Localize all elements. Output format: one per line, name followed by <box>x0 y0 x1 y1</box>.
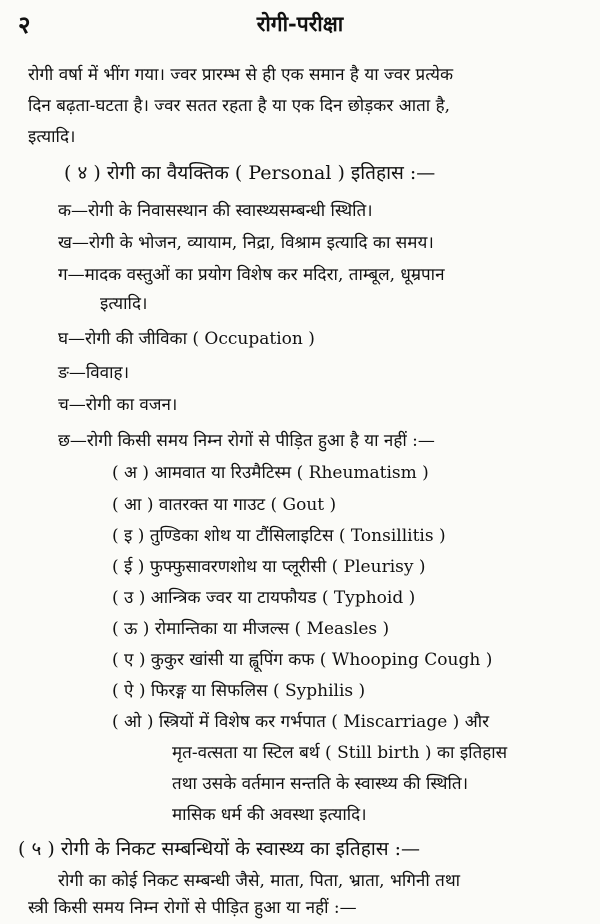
disease-item: ( आ ) वातरक्त या गाउट ( Gout ) <box>112 495 337 515</box>
intro-line: रोगी वर्षा में भींग गया। ज्वर प्रारम्भ से ही एक समान है या ज्वर प्रत्येक <box>28 65 454 85</box>
item-gha: घ—रोगी की जीविका ( Occupation ) <box>58 329 315 349</box>
section-5-line: स्त्री किसी समय निम्न रोगों से पीड़ित हुआ या नहीं :— <box>28 898 357 918</box>
intro-line: दिन बढ़ता-घटता है। ज्वर सतत रहता है या एक दिन छोड़कर आता है, <box>28 96 451 116</box>
intro-line: इत्यादि। <box>28 127 76 147</box>
disease-item: ( ऐ ) फिरङ्ग या सिफलिस ( Syphilis ) <box>112 681 366 701</box>
page-number: २ <box>18 10 31 39</box>
item-cha: च—रोगी का वजन। <box>58 395 178 415</box>
disease-item: ( अ ) आमवात या रिउमैटिस्म ( Rheumatism ) <box>112 463 429 483</box>
disease-item-continued: मासिक धर्म की अवस्था इत्यादि। <box>172 805 367 825</box>
disease-item: ( ए ) कुकुर खांसी या ह्वूपिंग कफ ( Whooping Cough ) <box>112 650 493 670</box>
disease-item: ( ऊ ) रोमान्तिका या मीजल्स ( Measles ) <box>112 619 390 639</box>
item-nga: ङ—विवाह। <box>58 363 130 383</box>
item-chha: छ—रोगी किसी समय निम्न रोगों से पीड़ित हुआ है या नहीं :— <box>58 431 435 451</box>
page-header <box>18 8 582 38</box>
disease-item: ( उ ) आन्त्रिक ज्वर या टायफौयड ( Typhoid ) <box>112 588 416 608</box>
item-ka: क—रोगी के निवासस्थान की स्वास्थ्यसम्बन्धी स्थिति। <box>58 201 373 221</box>
disease-item: ( इ ) तुण्डिका शोथ या टौंसिलाइटिस ( Tonsillitis ) <box>112 526 446 546</box>
disease-item: ( ई ) फुफ्फुसावरणशोथ या प्लूरीसी ( Pleurisy ) <box>112 557 426 577</box>
item-ga: ग—मादक वस्तुओं का प्रयोग विशेष कर मदिरा, ताम्बूल, धूम्रपान <box>58 265 445 285</box>
item-kha: ख—रोगी के भोजन, व्यायाम, निद्रा, विश्राम इत्यादि का समय। <box>58 233 434 253</box>
section-5-heading: ( ५ ) रोगी के निकट सम्बन्धियों के स्वास्थ्य का इतिहास :— <box>18 838 421 860</box>
disease-item: ( ओ ) स्त्रियों में विशेष कर गर्भपात ( Miscarriage ) और <box>112 712 490 732</box>
running-title: रोगी-परीक्षा <box>256 11 344 36</box>
section-5-line: रोगी का कोई निकट सम्बन्धी जैसे, माता, पिता, भ्राता, भगिनी तथा <box>58 871 461 891</box>
disease-item-continued: तथा उसके वर्तमान सन्तति के स्वास्थ्य की स्थिति। <box>172 774 469 794</box>
disease-item-continued: मृत-वत्सता या स्टिल बर्थ ( Still birth ) का इतिहास <box>172 743 508 763</box>
section-4-heading: ( ४ ) रोगी का वैयक्तिक ( Personal ) इतिहास :— <box>64 162 436 184</box>
item-ga-continued: इत्यादि। <box>100 294 148 314</box>
